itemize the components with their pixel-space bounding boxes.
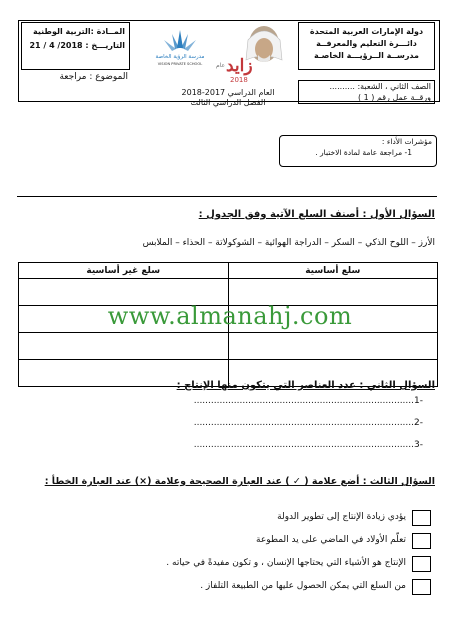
zayed-logo — [212, 22, 294, 84]
zayed-year: 2018 — [230, 76, 248, 84]
q2-line-1[interactable]: -1............................................................................. — [193, 396, 423, 406]
q3-checkbox-4[interactable] — [412, 579, 431, 595]
worksheet-line: ورقــة عمل رقم ( 1 ) — [357, 93, 431, 102]
q2-title: السؤال الثاني : عدد العناصر التي يتكون منها الإنتاج : — [176, 380, 435, 391]
q3-checkbox-1[interactable] — [412, 510, 431, 526]
q3-statement-2: تعلّم الأولاد في الماضي على يد المطوعة — [256, 535, 406, 545]
academic-year: العام الدراسي 2017-2018 — [181, 88, 275, 97]
school-name-en: VISION PRIVATE SCHOOL — [157, 62, 203, 66]
ministry-box — [298, 22, 435, 70]
q2-line-2[interactable]: -2............................................................................. — [193, 418, 423, 428]
ministry-line1: دولة الإمارات العربية المتحدة — [309, 27, 424, 36]
q3-title: السؤال الثالث : أضع علامة ( ✓ ) عند العبارة الصحيحة وعلامة (×) عند العبارة الخطأ : — [44, 476, 435, 487]
date-line — [26, 39, 125, 53]
indicators-title: مؤشرات الأداء : — [381, 137, 432, 146]
school-name-ar: مدرسة الرؤية الخاصة — [155, 54, 205, 60]
subject-box — [21, 22, 130, 70]
date-value: 21 / 4 /2018 — [29, 41, 83, 50]
q1-col-basic: سلع أساسية — [228, 263, 438, 279]
zayed-portrait-graphic — [212, 22, 294, 84]
topic-line: الموضوع : مراجعة — [59, 72, 128, 82]
q3-statement-3: الإنتاج هو الأشياء التي يحتاجها الإنسان ، و تكون مفيدةً في حياته . — [166, 558, 406, 568]
q2-line-3[interactable]: -3............................................................................. — [193, 440, 423, 450]
q1-title: السؤال الأول : أصنف السلع الآتية وفق الجدول : — [198, 209, 435, 220]
indicators-item: 1- مراجعة عامة لمادة الاختبار . — [315, 148, 412, 157]
q1-items: الأرز – اللوح الذكي – السكر – الدراجة الهوائية – الشوكولاتة – الحذاء – الملابس — [142, 238, 435, 248]
watermark: www.almanahj.com — [107, 302, 353, 330]
q1-cell[interactable] — [19, 333, 229, 360]
school-logo — [150, 26, 210, 72]
q1-col-nonbasic: سلع غير أساسية — [19, 263, 229, 279]
zayed-text: زايد — [226, 56, 253, 76]
q3-checkbox-3[interactable] — [412, 556, 431, 572]
grade-box — [298, 80, 435, 104]
zayed-small: عام — [216, 62, 226, 69]
ministry-line2: دائـــرة التعليم والمعرفــة — [316, 39, 417, 48]
ministry-line3: مدرســة الــرؤيـــة الخاصـة — [314, 51, 419, 60]
q3-statement-4: من السلع التي يمكن الحصول عليها من الطبيعة التلفاز . — [200, 581, 406, 591]
section-divider — [17, 196, 437, 197]
q1-cell[interactable] — [228, 333, 438, 360]
q3-checkbox-2[interactable] — [412, 533, 431, 549]
date-label: التاريـــخ : — [85, 41, 125, 50]
subject-line: المــادة :التربية الوطنية — [33, 27, 125, 36]
academic-term: الفصل الدراسي الثالث — [190, 98, 266, 107]
q3-statement-1: يؤدي زيادة الإنتاج إلى تطوير الدولة — [277, 512, 406, 522]
grade-line: الصف الثاني ، الشعبة: .......... — [329, 82, 431, 91]
